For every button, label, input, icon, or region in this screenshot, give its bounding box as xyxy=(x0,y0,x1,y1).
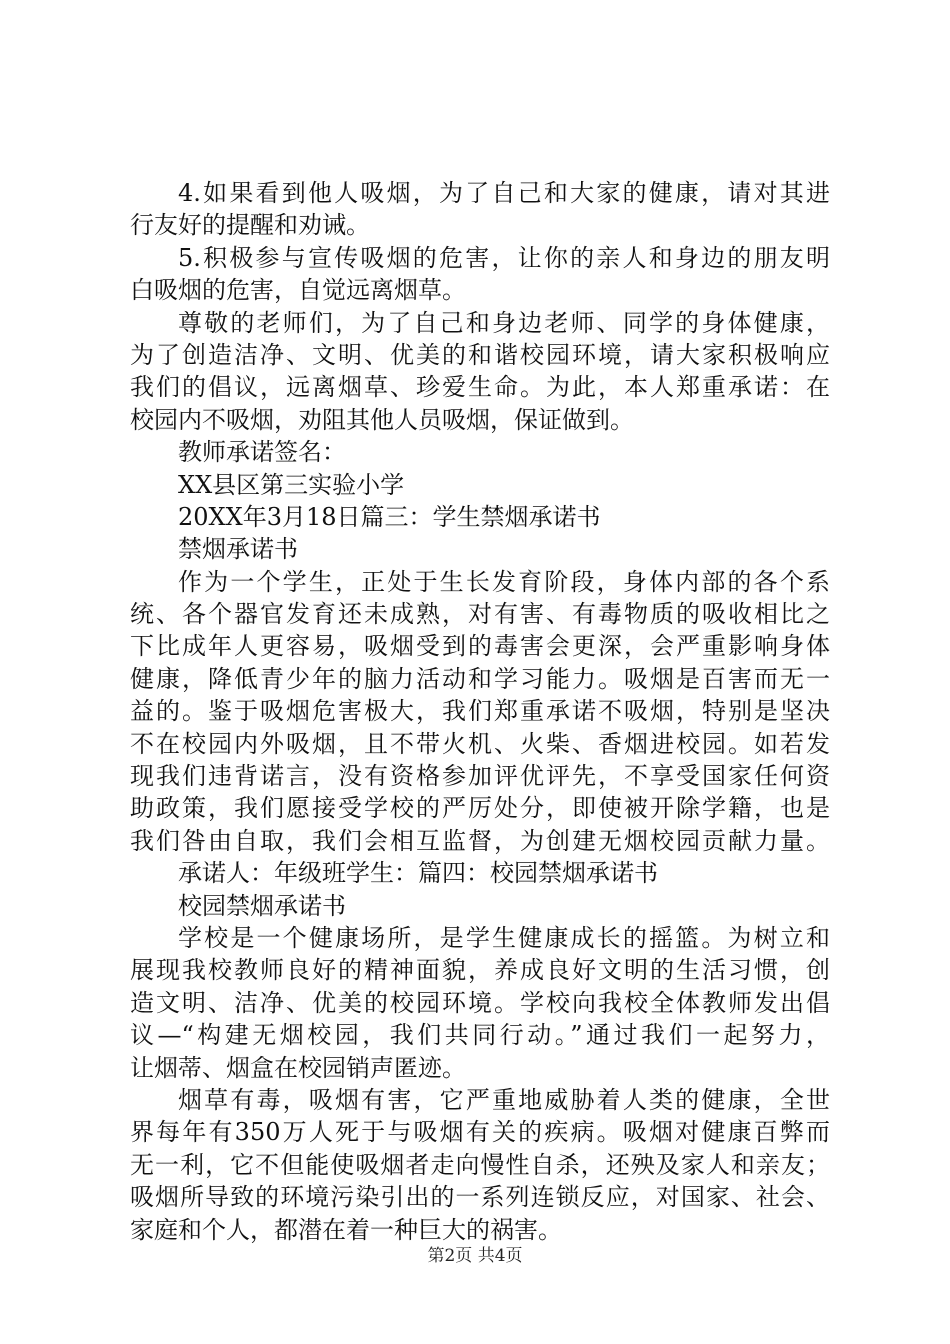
signature-label: 教师承诺签名： xyxy=(178,438,346,467)
text-line: 尊敬的老师们，为了自己和身边老师、同学的身体健康， xyxy=(178,308,830,337)
text-line: 5.积极参与宣传吸烟的危害，让你的亲人和身边的朋友明 xyxy=(178,243,830,272)
text-line: 校园内不吸烟，劝阻其他人员吸烟，保证做到。 xyxy=(130,405,634,434)
text-line: 助政策，我们愿接受学校的严厉处分，即使被开除学籍，也是 xyxy=(130,794,830,823)
text-line: 行友好的提醒和劝诫。 xyxy=(130,211,370,240)
text-line: 不在校园内外吸烟，且不带火机、火柴、香烟进校园。如若发 xyxy=(130,729,830,758)
text-line: 烟草有毒，吸烟有害，它严重地威胁着人类的健康，全世 xyxy=(178,1085,830,1114)
text-line: 我们咎由自取，我们会相互监督，为创建无烟校园贡献力量。 xyxy=(130,826,830,855)
text-line: 我们的倡议，远离烟草、珍爱生命。为此，本人郑重承诺：在 xyxy=(130,373,830,402)
date-line: 20XX年3月18日篇三：学生禁烟承诺书 xyxy=(178,502,601,531)
text-line: 作为一个学生，正处于生长发育阶段，身体内部的各个系 xyxy=(178,567,830,596)
signature-label: 承诺人：年级班学生：篇四：校园禁烟承诺书 xyxy=(178,859,658,888)
text-line: 益的。鉴于吸烟危害极大，我们郑重承诺不吸烟，特别是坚决 xyxy=(130,697,830,726)
text-line: 统、各个器官发育还未成熟，对有害、有毒物质的吸收相比之 xyxy=(130,600,830,629)
text-line: 白吸烟的危害，自觉远离烟草。 xyxy=(130,276,466,305)
text-line: 下比成年人更容易，吸烟受到的毒害会更深，会严重影响身体 xyxy=(130,632,830,661)
text-line: 造文明、洁净、优美的校园环境。学校向我校全体教师发出倡 xyxy=(130,988,830,1017)
document-body xyxy=(130,177,830,1246)
school-name: XX县区第三实验小学 xyxy=(178,470,405,499)
section-title: 校园禁烟承诺书 xyxy=(178,891,346,920)
text-line: 4.如果看到他人吸烟，为了自己和大家的健康，请对其进 xyxy=(178,179,830,207)
text-line: 吸烟所导致的环境污染引出的一系列连锁反应，对国家、社会、 xyxy=(130,1183,830,1212)
text-line: 现我们违背诺言，没有资格参加评优评先，不享受国家任何资 xyxy=(130,762,830,791)
text-line: 无一利，它不但能使吸烟者走向慢性自杀，还殃及家人和亲友； xyxy=(130,1150,830,1179)
text-line: 议—“构建无烟校园，我们共同行动。”通过我们一起努力， xyxy=(130,1021,830,1050)
text-line: 让烟蒂、烟盒在校园销声匿迹。 xyxy=(130,1053,466,1082)
text-line: 家庭和个人，都潜在着一种巨大的祸害。 xyxy=(130,1215,562,1244)
section-title: 禁烟承诺书 xyxy=(178,535,298,564)
text-line: 展现我校教师良好的精神面貌，养成良好文明的生活习惯，创 xyxy=(130,956,830,985)
text-line: 界每年有350万人死于与吸烟有关的疾病。吸烟对健康百弊而 xyxy=(130,1118,830,1147)
text-line: 为了创造洁净、文明、优美的和谐校园环境，请大家积极响应 xyxy=(130,340,830,369)
text-line: 健康，降低青少年的脑力活动和学习能力。吸烟是百害而无一 xyxy=(130,664,830,693)
page-number: 第2页 共4页 xyxy=(427,1246,523,1266)
text-line: 学校是一个健康场所，是学生健康成长的摇篮。为树立和 xyxy=(178,923,830,952)
